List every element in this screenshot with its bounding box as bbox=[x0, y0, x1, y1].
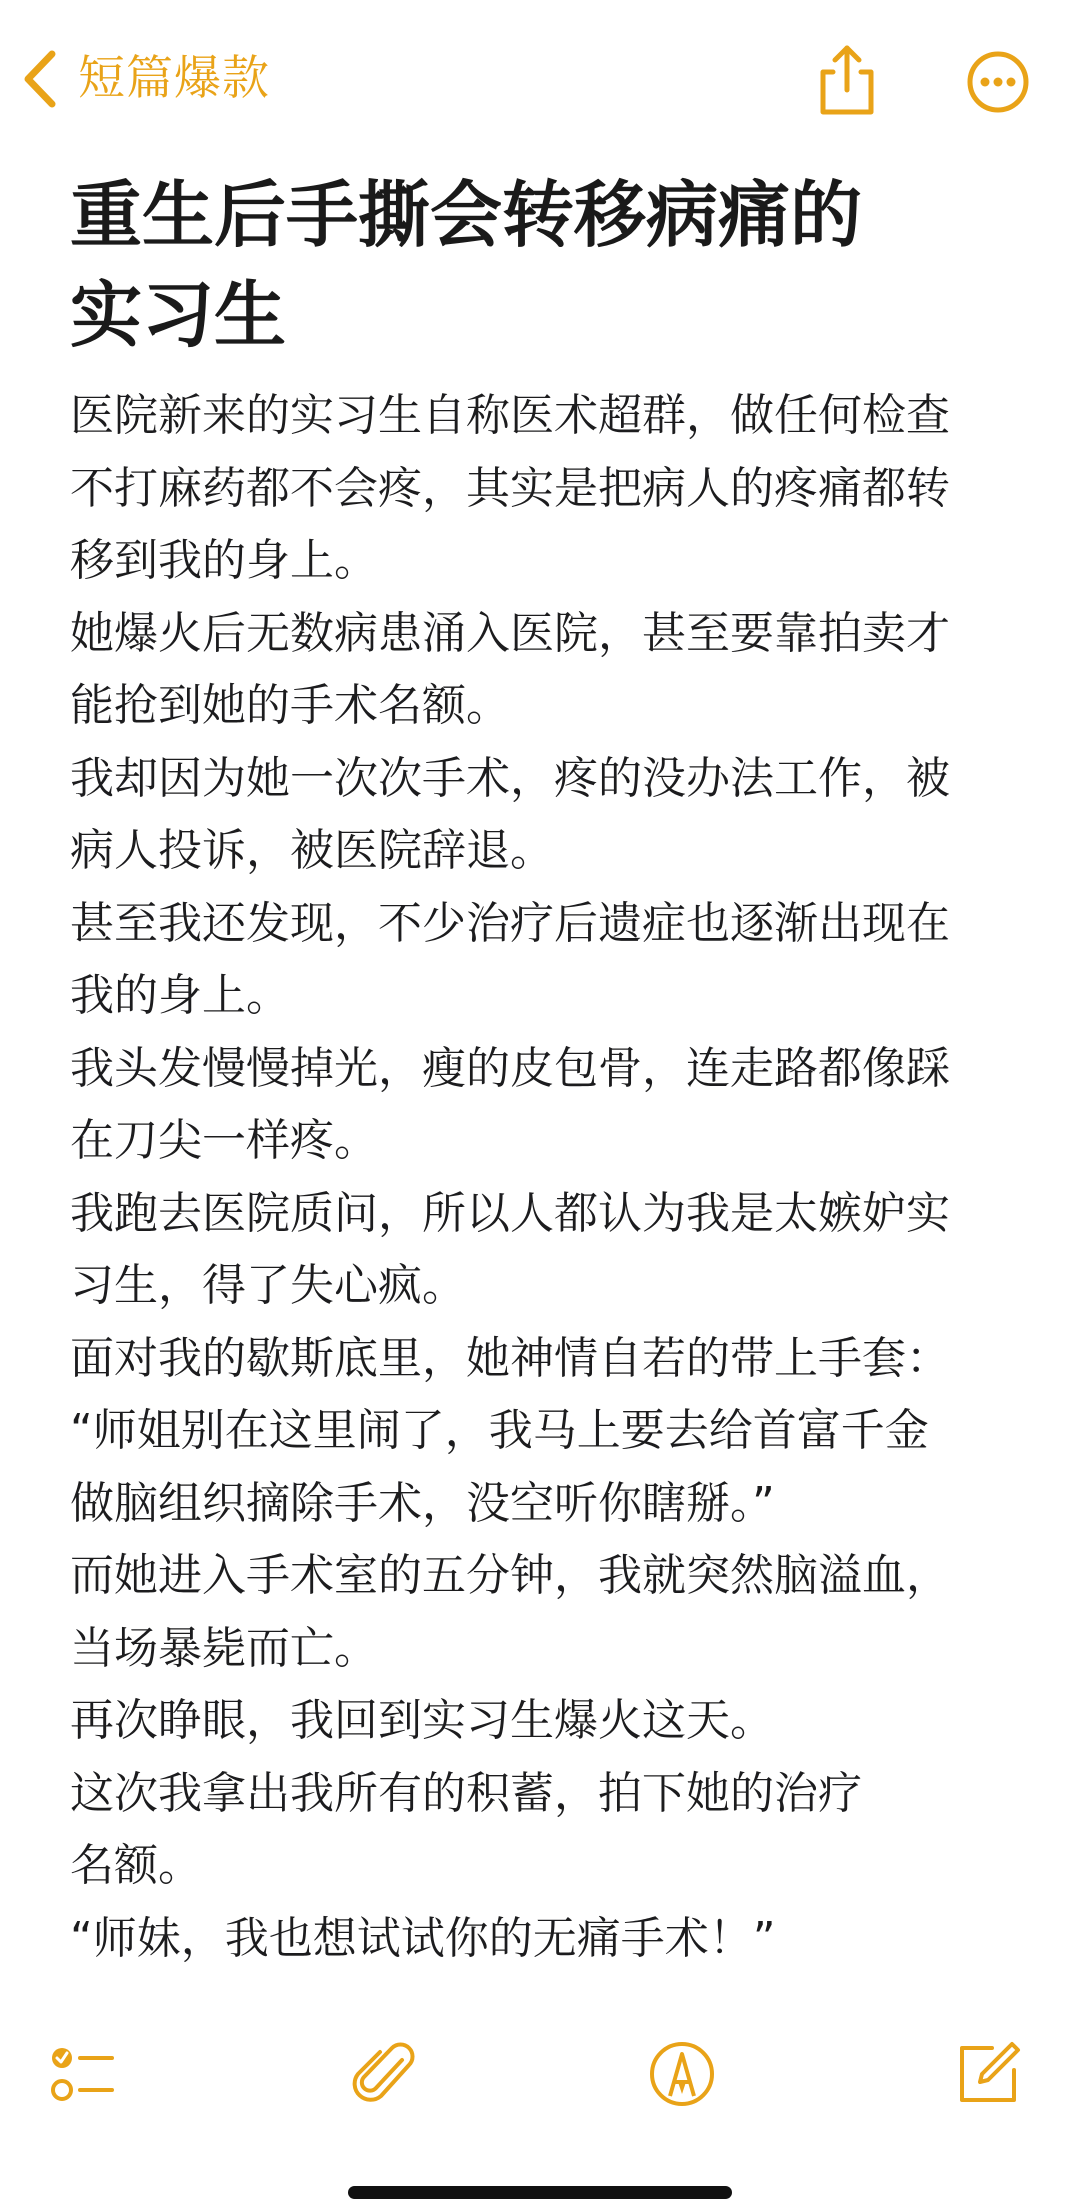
chevron-left-icon bbox=[18, 48, 62, 110]
navigation-bar bbox=[0, 0, 1080, 160]
note-title[interactable]: 重生后手撕会转移病痛的 实习生 bbox=[70, 173, 863, 357]
note-paragraph: 而她进入手术室的五分钟，我就突然脑溢血， 当场暴毙而亡。 bbox=[70, 1550, 950, 1674]
home-indicator bbox=[348, 2186, 732, 2199]
ellipsis-circle-icon[interactable] bbox=[966, 50, 1030, 114]
note-paragraph: 我却因为她一次次手术，疼的没办法工作，被 病人投诉，被医院辞退。 bbox=[70, 752, 950, 876]
pen-circle-icon[interactable] bbox=[646, 2038, 718, 2110]
note-paragraph: 面对我的歇斯底里，她神情自若的带上手套： bbox=[70, 1332, 950, 1384]
checklist-icon[interactable] bbox=[46, 2038, 118, 2110]
back-button-label: 短篇爆款 bbox=[78, 51, 270, 106]
compose-icon[interactable] bbox=[952, 2038, 1024, 2110]
bottom-toolbar bbox=[0, 2030, 1080, 2120]
note-body[interactable] bbox=[70, 380, 1030, 1975]
note-paragraph: 甚至我还发现，不少治疗后遗症也逐渐出现在 我的身上。 bbox=[70, 897, 950, 1021]
note-paragraph: “师姐别在这里闹了，我马上要去给首富千金 做脑组织摘除手术，没空听你瞎掰。” bbox=[70, 1405, 929, 1529]
note-paragraph: 我头发慢慢掉光，瘦的皮包骨，连走路都像踩 在刀尖一样疼。 bbox=[70, 1042, 950, 1166]
share-icon[interactable] bbox=[815, 42, 879, 118]
paperclip-icon[interactable] bbox=[350, 2038, 422, 2110]
back-button[interactable] bbox=[18, 48, 270, 110]
note-paragraph: 再次睁眼，我回到实习生爆火这天。 bbox=[70, 1695, 774, 1746]
note-paragraph: 这次我拿出我所有的积蓄，拍下她的治疗 名额。 bbox=[70, 1767, 862, 1891]
note-paragraph: “师妹，我也想试试你的无痛手术！” bbox=[70, 1912, 776, 1964]
note-paragraph: 医院新来的实习生自称医术超群，做任何检查 不打麻药都不会疼，其实是把病人的疼痛都转 移到我的身上。 bbox=[70, 390, 950, 586]
note-paragraph: 她爆火后无数病患涌入医院，甚至要靠拍卖才 能抢到她的手术名额。 bbox=[70, 607, 950, 731]
note-paragraph: 我跑去医院质问，所以人都认为我是太嫉妒实 习生，得了失心疯。 bbox=[70, 1187, 950, 1311]
